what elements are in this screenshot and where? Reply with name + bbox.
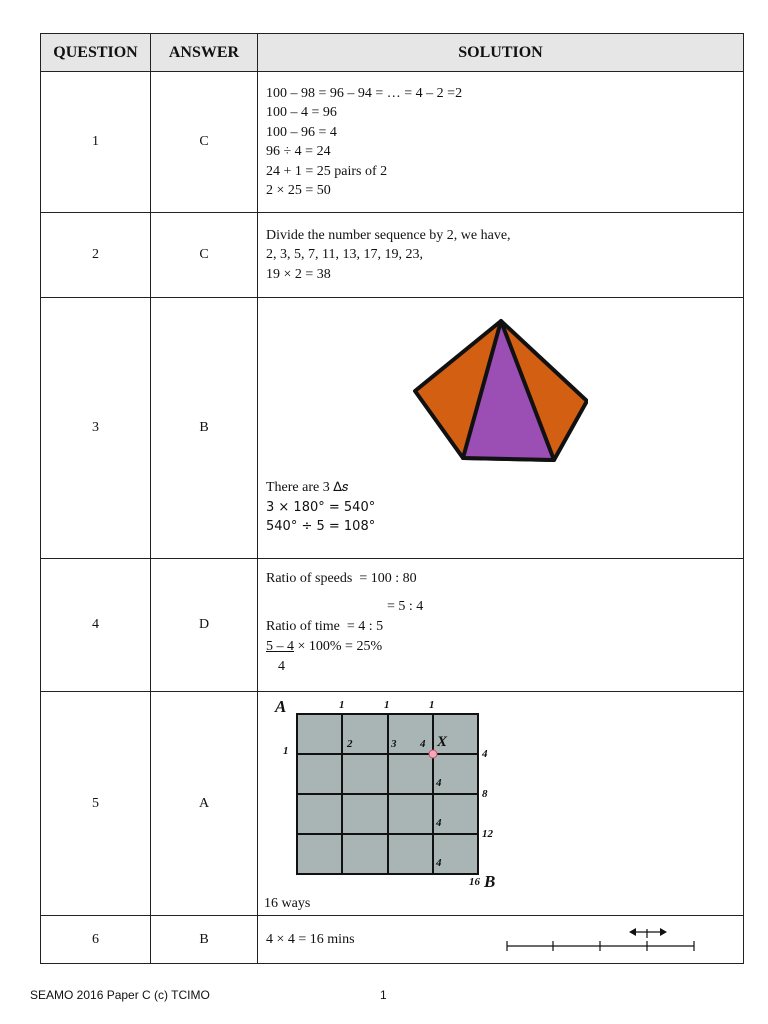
solution-cell <box>258 559 744 692</box>
grid-path-diagram <box>273 696 513 896</box>
column-count: 4 <box>436 857 442 869</box>
fraction-result: × 100% = 25% <box>297 639 383 654</box>
solution-line: 2, 3, 5, 7, 11, 13, 17, 19, 23, <box>266 247 423 263</box>
header-question: QUESTION <box>41 34 151 72</box>
solution-line: 100 – 4 = 96 <box>266 105 337 120</box>
ways-caption: 16 ways <box>264 896 311 911</box>
solution-line: 100 – 98 = 96 – 94 = … = 4 – 2 =2 <box>266 85 463 101</box>
answer-cell: C <box>151 72 258 213</box>
table-row <box>41 916 744 964</box>
corner-b-label: B <box>484 872 496 891</box>
fraction-numerator: 5 – 4 <box>266 639 294 654</box>
solution-line: Divide the number sequence by 2, we have, <box>266 227 511 243</box>
question-number: 1 <box>41 72 151 213</box>
right-count: 12 <box>482 828 493 840</box>
question-number: 5 <box>41 692 151 916</box>
fraction-denominator: 4 <box>278 659 285 674</box>
ratio-speeds: Ratio of speeds = 100 : 80 <box>266 571 417 586</box>
footer-source: SEAMO 2016 Paper C (c) TCIMO <box>30 988 210 1002</box>
right-count: 8 <box>482 788 488 800</box>
inner-count: 4 <box>420 738 426 750</box>
question-number: 4 <box>41 559 151 692</box>
column-count: 4 <box>436 777 442 789</box>
triangle-count-text: There are 3 <box>266 480 334 495</box>
solution-line: 4 × 4 = 16 mins <box>266 931 355 947</box>
question-number: 6 <box>41 916 151 964</box>
fraction-line <box>266 637 382 657</box>
solution-cell <box>258 692 744 916</box>
solution-line: 24 + 1 = 25 pairs of 2 <box>266 163 388 179</box>
solution-line: 96 ÷ 4 = 24 <box>266 144 331 159</box>
page-number: 1 <box>380 988 387 1002</box>
left-count: 1 <box>283 745 289 757</box>
point-x-marker <box>429 750 437 758</box>
inner-count: 2 <box>347 738 353 750</box>
ratio-simplified: = 5 : 4 <box>387 599 424 614</box>
answer-cell: C <box>151 213 258 298</box>
top-count: 1 <box>339 699 345 711</box>
top-count: 1 <box>384 699 390 711</box>
solution-line: 100 – 96 = 4 <box>266 124 337 140</box>
answer-cell: B <box>151 916 258 964</box>
header-solution: SOLUTION <box>258 34 744 72</box>
solution-table <box>40 33 744 964</box>
solution-line: 3 × 180° = 540° <box>266 499 376 515</box>
right-count: 4 <box>482 748 488 760</box>
question-number: 3 <box>41 298 151 559</box>
solution-line: 19 × 2 = 38 <box>266 266 331 282</box>
solution-cell <box>258 916 744 964</box>
angle-working <box>266 478 375 537</box>
header-row <box>41 34 744 72</box>
ratio-time: Ratio of time = 4 : 5 <box>266 619 384 634</box>
solution-cell <box>258 213 744 298</box>
answer-cell: A <box>151 692 258 916</box>
inner-count: 3 <box>391 738 397 750</box>
table-row <box>41 559 744 692</box>
top-count: 1 <box>429 699 435 711</box>
bottom-right-count: 16 <box>469 876 480 888</box>
solution-line: 540° ÷ 5 = 108° <box>266 519 376 534</box>
corner-a-label: A <box>275 697 287 716</box>
solution-line: 2 × 25 = 50 <box>266 183 331 198</box>
pentagon-figure <box>408 316 588 466</box>
arrow-head-left <box>629 928 636 936</box>
solution-cell <box>258 72 744 213</box>
column-count: 4 <box>436 817 442 829</box>
header-answer: ANSWER <box>151 34 258 72</box>
solution-cell <box>258 298 744 559</box>
answer-cell: D <box>151 559 258 692</box>
answer-cell: B <box>151 298 258 559</box>
point-x-label: X <box>437 734 448 750</box>
solution-line <box>266 478 375 498</box>
table-row <box>41 72 744 213</box>
question-number: 2 <box>41 213 151 298</box>
table-row <box>41 692 744 916</box>
delta-symbol: ∆𝑠 <box>333 480 349 495</box>
table-row <box>41 213 744 298</box>
arrow-head-right <box>660 928 667 936</box>
table-row <box>41 298 744 559</box>
timeline-diagram <box>504 926 704 956</box>
